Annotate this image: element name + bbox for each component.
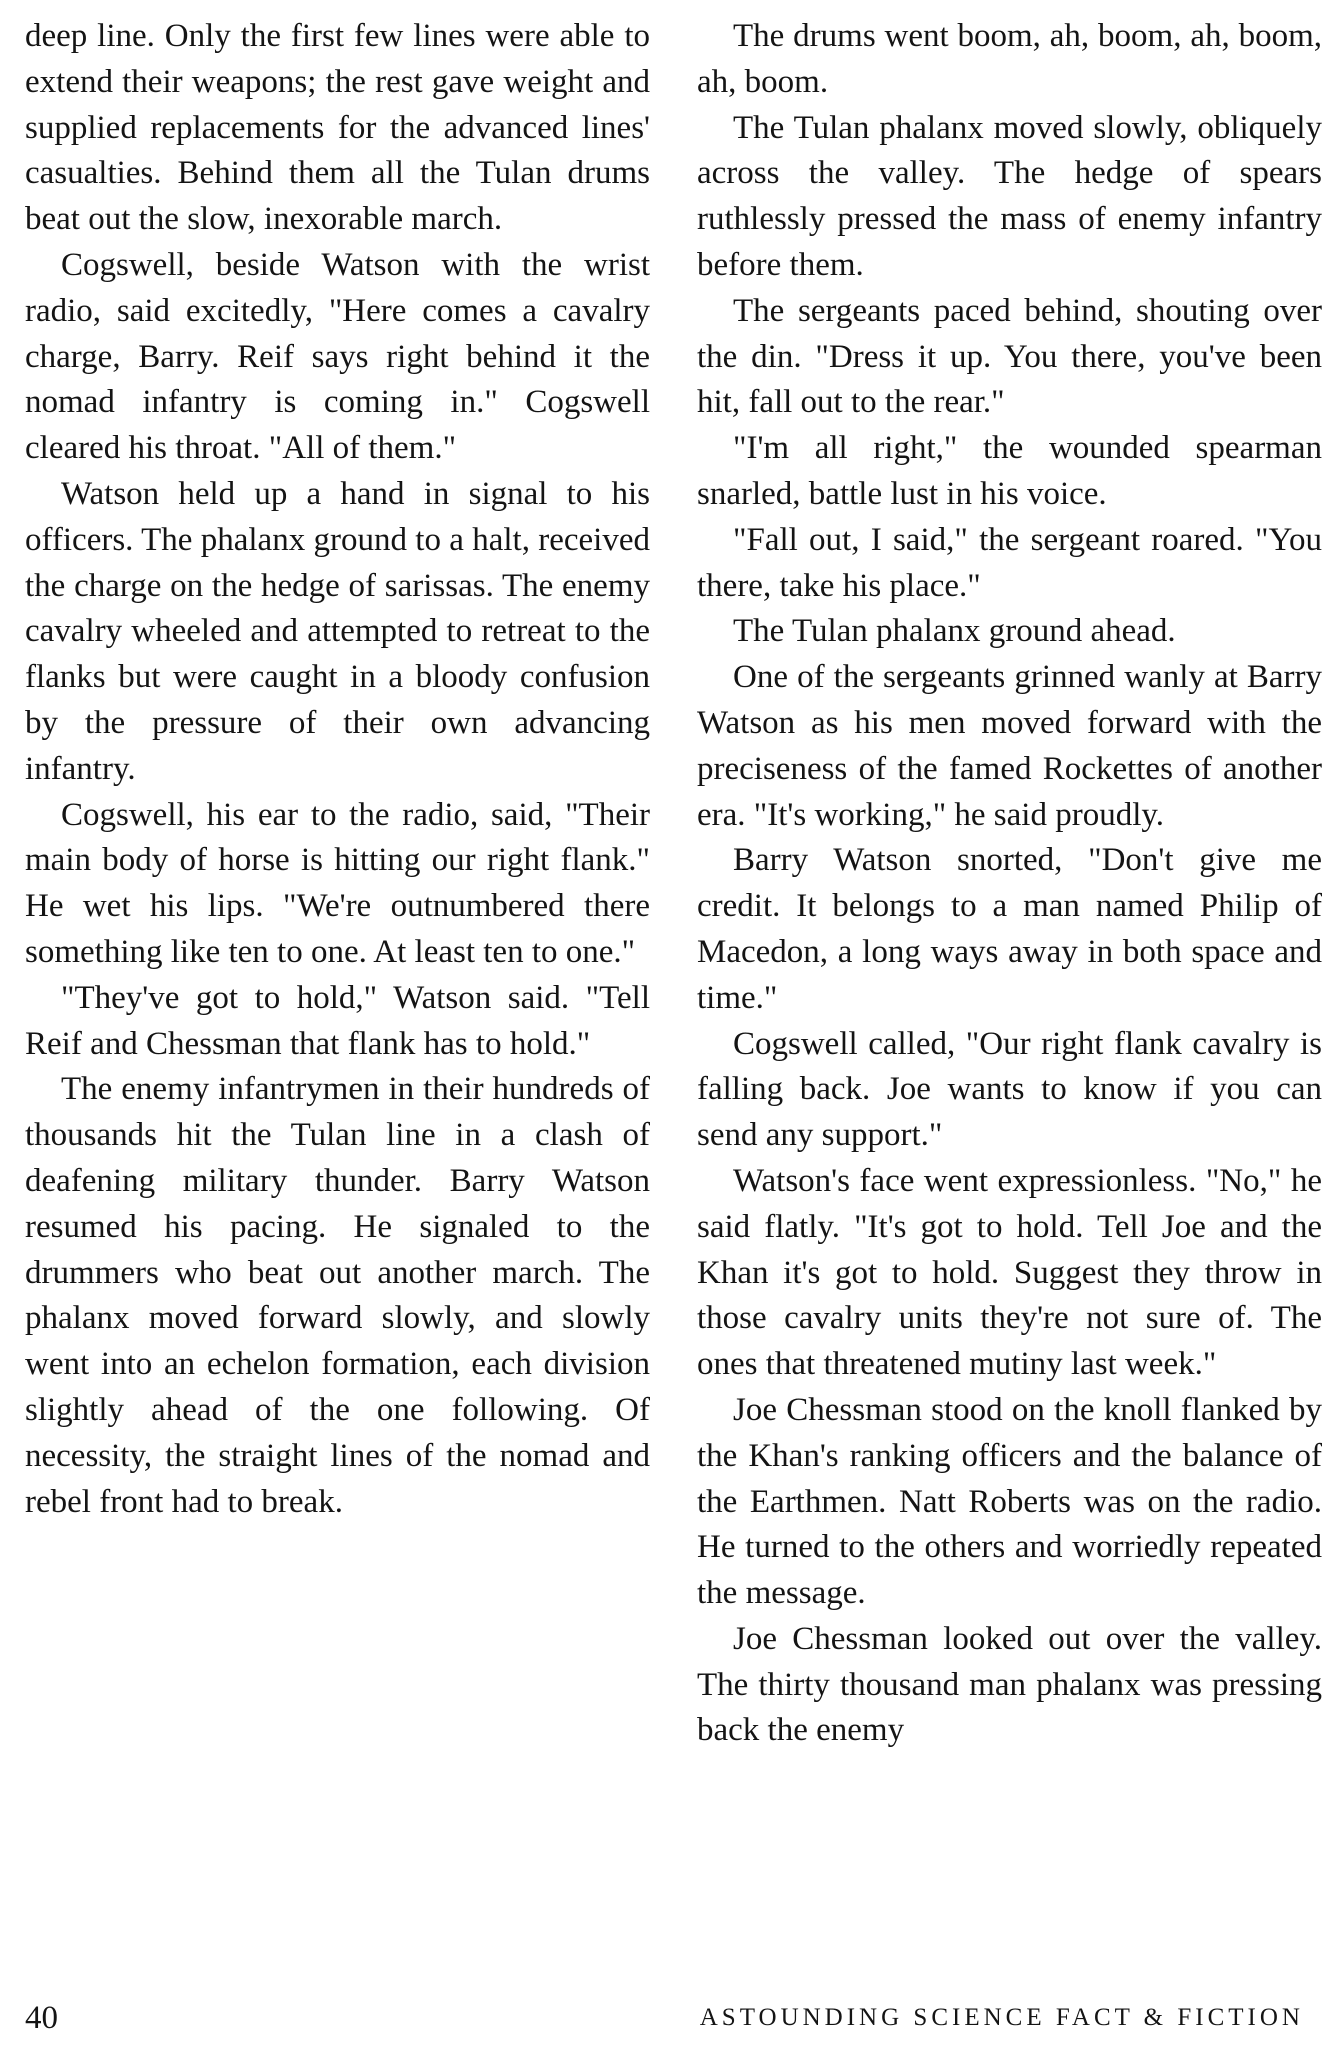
page-footer <box>0 1998 1332 2038</box>
paragraph: Cogswell called, "Our right flank cavalry is falling back. Joe wants to know if you can send any support." <box>697 1025 1322 1154</box>
paragraph: deep line. Only the first few lines were able to extend their weapons; the rest gave weight and supplied replacements for the advanced lines' casualties. Behind them all the Tulan drums beat out the slow, inexorable march. <box>25 18 650 238</box>
paragraph: Watson held up a hand in signal to his officers. The phalanx ground to a halt, received the charge on the hedge of sarissas. The enemy cavalry wheeled and attempted to retreat to the flanks but were caught in a bloody confusion by the pressure of their own advancing infantry. <box>25 475 650 787</box>
paragraph: The sergeants paced behind, shouting over the din. "Dress it up. You there, you've been hit, fall out to the rear." <box>697 292 1322 421</box>
paragraph: "They've got to hold," Watson said. "Tell Reif and Chessman that flank has to hold." <box>25 979 650 1062</box>
paragraph: The Tulan phalanx moved slowly, obliquely across the valley. The hedge of spears ruthlessly pressed the mass of enemy infantry before them. <box>697 109 1322 283</box>
paragraph: The enemy infantrymen in their hundreds of thousands hit the Tulan line in a clash of deafening military thunder. Barry Watson resumed his pacing. He signaled to the drummers who beat out another march. The phalanx moved forward slowly, and slowly went into an echelon formation, each division slightly ahead of the one following. Of necessity, the straight lines of the nomad and rebel front had to break. <box>25 1071 650 1520</box>
paragraph: Joe Chessman looked out over the valley. The thirty thousand man phalanx was pressing back the enemy <box>697 1620 1322 1749</box>
paragraph: The Tulan phalanx ground ahead. <box>733 613 1176 650</box>
paragraph: Cogswell, beside Watson with the wrist radio, said excitedly, "Here comes a cavalry charge, Barry. Reif says right behind it the nomad infantry is coming in." Cogswell cleared his throat. "All of them." <box>25 246 650 467</box>
running-title: ASTOUNDING SCIENCE FACT & FICTION <box>699 2004 1304 2031</box>
paragraph: Joe Chessman stood on the knoll flanked by the Khan's ranking officers and the balance of the Earthmen. Natt Roberts was on the radio. He turned to the others and worriedly repeated the message. <box>697 1391 1322 1612</box>
paragraph: Watson's face went expressionless. "No," he said flatly. "It's got to hold. Tell Joe and the Khan it's got to hold. Suggest they throw in those cavalry units they're not sure of. The ones that threatened mutiny last week." <box>697 1162 1322 1383</box>
paragraph: "Fall out, I said," the sergeant roared. "You there, take his place." <box>697 521 1322 604</box>
paragraph: "I'm all right," the wounded spearman snarled, battle lust in his voice. <box>697 430 1322 512</box>
paragraph: One of the sergeants grinned wanly at Barry Watson as his men moved forward with the preciseness of the famed Rockettes of another era. "It's working," he said proudly. <box>697 659 1322 833</box>
right-column <box>697 14 1322 1754</box>
paragraph: The drums went boom, ah, boom, ah, boom, ah, boom. <box>697 18 1322 100</box>
left-column <box>25 14 650 1525</box>
page-number: 40 <box>25 2000 58 2036</box>
paragraph: Barry Watson snorted, "Don't give me credit. It belongs to a man named Philip of Macedon, a long ways away in both space and time." <box>697 842 1322 1016</box>
paragraph: Cogswell, his ear to the radio, said, "Their main body of horse is hitting our right flank." He wet his lips. "We're outnumbered there something like ten to one. At least ten to one." <box>25 796 650 970</box>
